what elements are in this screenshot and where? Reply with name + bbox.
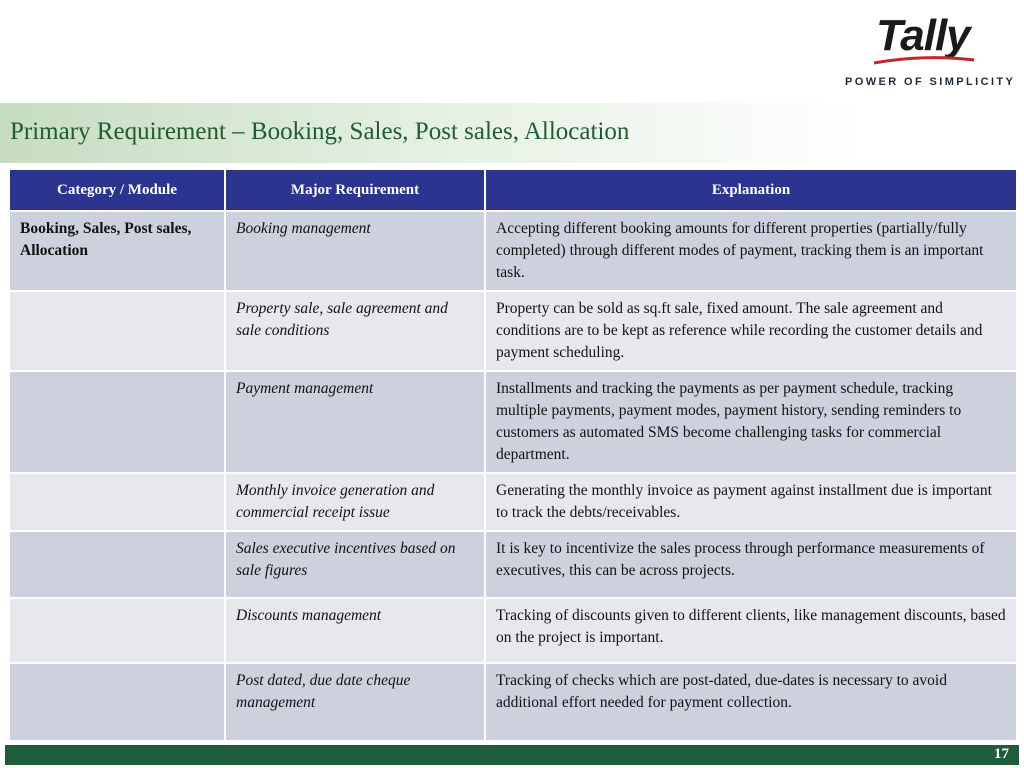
requirement-cell: Discounts management — [225, 598, 485, 663]
column-header-explanation: Explanation — [485, 169, 1017, 211]
explanation-cell: Generating the monthly invoice as payment against installment due is important to track the debts/receivables. — [485, 473, 1017, 531]
table-row — [9, 211, 1017, 291]
category-cell — [9, 598, 225, 663]
table-row — [9, 598, 1017, 663]
requirement-cell: Booking management — [225, 211, 485, 291]
requirement-cell: Monthly invoice generation and commercial receipt issue — [225, 473, 485, 531]
table-row — [9, 473, 1017, 531]
table-row — [9, 663, 1017, 741]
category-cell — [9, 473, 225, 531]
tally-logo — [840, 8, 1015, 93]
explanation-cell: Installments and tracking the payments as per payment schedule, tracking multiple payments, payment modes, payment history, sending reminders to customers as automated SMS become challenging tasks for commercial department. — [485, 371, 1017, 473]
category-cell: Booking, Sales, Post sales, Allocation — [9, 211, 225, 291]
requirement-cell: Payment management — [225, 371, 485, 473]
table-row — [9, 531, 1017, 598]
explanation-cell: Property can be sold as sq.ft sale, fixed amount. The sale agreement and conditions are to be kept as reference while recording the customer details and payment scheduling. — [485, 291, 1017, 371]
explanation-cell: Accepting different booking amounts for different properties (partially/fully completed) through different modes of payment, tracking them is an important task. — [485, 211, 1017, 291]
table-row — [9, 291, 1017, 371]
requirements-table — [8, 168, 1018, 742]
requirement-cell: Post dated, due date cheque management — [225, 663, 485, 741]
slide-title: Primary Requirement – Booking, Sales, Post sales, Allocation — [10, 118, 630, 145]
explanation-cell: It is key to incentivize the sales process through performance measurements of executives, this can be across projects. — [485, 531, 1017, 598]
category-cell — [9, 663, 225, 741]
column-header-requirement: Major Requirement — [225, 169, 485, 211]
tally-tagline: POWER OF SIMPLICITY — [845, 76, 1016, 88]
logo-swoosh-icon — [872, 56, 976, 66]
requirements-table-container — [8, 168, 1016, 742]
category-cell — [9, 531, 225, 598]
category-cell — [9, 291, 225, 371]
tally-logo-wordmark: Tally — [876, 11, 970, 60]
table-row — [9, 371, 1017, 473]
footer-bar — [5, 745, 1019, 765]
table-header-row — [9, 169, 1017, 211]
page-number: 17 — [994, 746, 1009, 762]
explanation-cell: Tracking of discounts given to different clients, like management discounts, based on the project is important. — [485, 598, 1017, 663]
requirement-cell: Property sale, sale agreement and sale conditions — [225, 291, 485, 371]
requirement-cell: Sales executive incentives based on sale figures — [225, 531, 485, 598]
explanation-cell: Tracking of checks which are post-dated, due-dates is necessary to avoid additional effort needed for payment collection. — [485, 663, 1017, 741]
column-header-category: Category / Module — [9, 169, 225, 211]
category-cell — [9, 371, 225, 473]
